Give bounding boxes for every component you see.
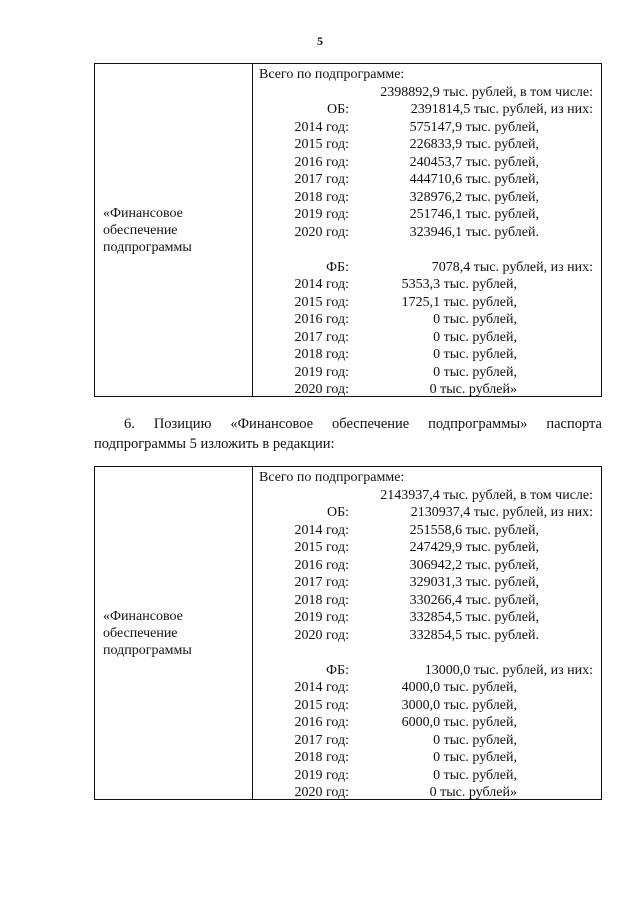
fb-year-value: 0 тыс. рублей, [433, 364, 517, 380]
fb-year-label: 2015 год: [294, 294, 349, 310]
amendment-paragraph: 6. Позицию «Финансовое обеспечение подпрограммы» паспорта подпрограммы 5 изложить в редакции: [94, 416, 602, 452]
position-label-cell [95, 467, 253, 799]
fb-year-value: 0 тыс. рублей, [433, 750, 517, 765]
fb-year-label: 2014 год: [294, 277, 349, 292]
fb-year-value: 4000,0 тыс. рублей, [401, 680, 517, 695]
fb-year-label: 2016 год: [294, 312, 349, 327]
fb-year-label: 2018 год: [294, 347, 349, 362]
ob-year-label: 2014 год: [294, 522, 349, 538]
fb-year-label: 2017 год: [294, 732, 349, 748]
ob-year-value: 251558,6 тыс. рублей, [409, 522, 539, 538]
fb-year-label: 2018 год: [294, 750, 349, 765]
fb-label: ФБ: [326, 662, 349, 678]
fb-year-value: 0 тыс. рублей, [433, 767, 517, 783]
ob-year-value: 226833,9 тыс. рублей, [409, 137, 539, 152]
total-value: 2398892,9 тыс. рублей, в том числе: [380, 84, 593, 100]
financing-values-cell [253, 467, 601, 799]
ob-value: 2130937,4 тыс. рублей, из них: [410, 505, 593, 520]
fb-value: 13000,0 тыс. рублей, из них: [424, 662, 593, 678]
ob-year-label: 2017 год: [294, 575, 349, 590]
ob-year-label: 2017 год: [294, 172, 349, 187]
ob-year-label: 2020 год: [294, 627, 349, 643]
ob-year-value: 332854,5 тыс. рублей, [409, 610, 539, 625]
fb-year-label: 2014 год: [294, 680, 349, 695]
ob-year-value: 332854,5 тыс. рублей. [409, 627, 539, 643]
ob-year-label: 2018 год: [294, 189, 349, 205]
fb-year-label: 2020 год: [294, 785, 349, 800]
fb-year-value: 0 тыс. рублей, [433, 312, 517, 327]
ob-year-value: 240453,7 тыс. рублей, [409, 154, 539, 170]
ob-year-label: 2018 год: [294, 592, 349, 608]
total-label: Всего по подпрограмме: [259, 67, 405, 82]
fb-year-value: 0 тыс. рублей» [429, 785, 517, 800]
fb-year-label: 2019 год: [294, 364, 349, 380]
fb-year-label: 2015 год: [294, 697, 349, 713]
ob-year-label: 2019 год: [294, 207, 349, 222]
fb-year-value: 1725,1 тыс. рублей, [401, 294, 517, 310]
ob-year-value: 575147,9 тыс. рублей, [409, 119, 539, 135]
fb-year-label: 2020 год: [294, 382, 349, 397]
ob-year-label: 2020 год: [294, 224, 349, 240]
position-label: «Финансовое обеспечение подпрограммы [103, 608, 192, 658]
ob-year-label: 2015 год: [294, 137, 349, 152]
total-value: 2143937,4 тыс. рублей, в том числе: [380, 487, 593, 503]
ob-year-label: 2015 год: [294, 540, 349, 555]
financing-values-cell [253, 64, 601, 396]
ob-year-label: 2019 год: [294, 610, 349, 625]
ob-year-value: 329031,3 тыс. рублей, [409, 575, 539, 590]
fb-year-value: 0 тыс. рублей» [429, 382, 517, 397]
fb-year-value: 0 тыс. рублей, [433, 732, 517, 748]
fb-year-label: 2017 год: [294, 329, 349, 345]
ob-year-label: 2016 год: [294, 557, 349, 573]
ob-year-value: 247429,9 тыс. рублей, [409, 540, 539, 555]
financing-table-old [94, 63, 602, 397]
ob-year-value: 444710,6 тыс. рублей, [409, 172, 539, 187]
ob-value: 2391814,5 тыс. рублей, из них: [410, 102, 593, 117]
ob-year-value: 251746,1 тыс. рублей, [409, 207, 539, 222]
ob-label: ОБ: [326, 102, 349, 117]
fb-label: ФБ: [326, 259, 349, 275]
ob-year-label: 2014 год: [294, 119, 349, 135]
ob-year-value: 328976,2 тыс. рублей, [409, 189, 539, 205]
ob-label: ОБ: [326, 505, 349, 520]
page-number: 5 [317, 34, 323, 48]
total-label: Всего по подпрограмме: [259, 470, 405, 485]
fb-year-label: 2019 год: [294, 767, 349, 783]
financing-table-new [94, 466, 602, 800]
fb-value: 7078,4 тыс. рублей, из них: [431, 259, 593, 275]
position-label-cell [95, 64, 253, 396]
fb-year-value: 0 тыс. рублей, [433, 347, 517, 362]
position-label: «Финансовое обеспечение подпрограммы [103, 205, 192, 255]
ob-year-label: 2016 год: [294, 154, 349, 170]
fb-year-value: 5353,3 тыс. рублей, [401, 277, 517, 292]
fb-year-value: 3000,0 тыс. рублей, [401, 697, 517, 713]
fb-year-value: 0 тыс. рублей, [433, 329, 517, 345]
fb-year-label: 2016 год: [294, 715, 349, 730]
ob-year-value: 323946,1 тыс. рублей. [409, 224, 539, 240]
fb-year-value: 6000,0 тыс. рублей, [401, 715, 517, 730]
ob-year-value: 330266,4 тыс. рублей, [409, 592, 539, 608]
ob-year-value: 306942,2 тыс. рублей, [409, 557, 539, 573]
